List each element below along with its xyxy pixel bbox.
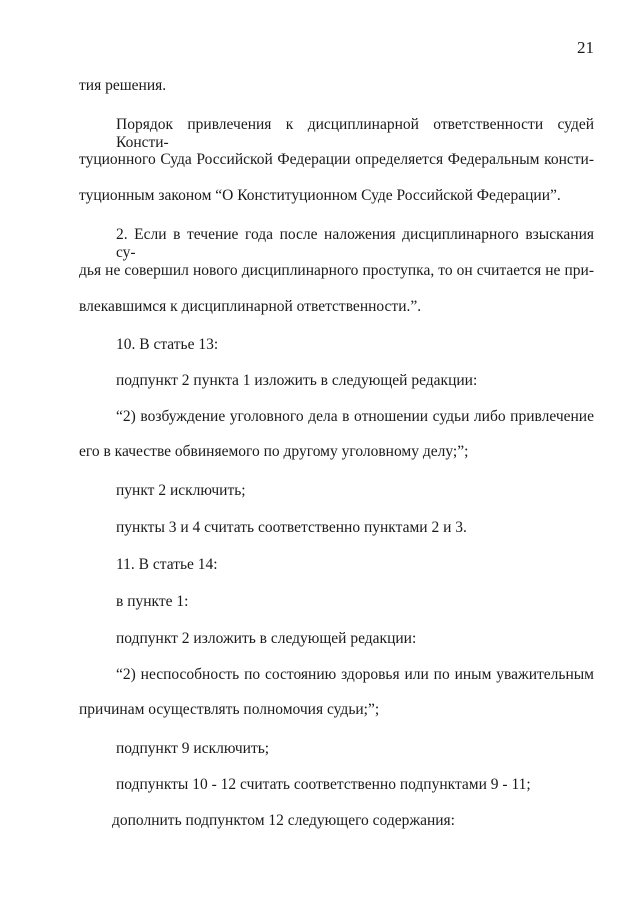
text-line-7: влекавшимся к дисциплинарной ответственности.”. [79, 298, 422, 315]
text-line-15: в пункте 1: [116, 593, 189, 610]
text-line-13: пункты 3 и 4 считать соответственно пунктами 2 и 3. [116, 519, 467, 536]
text-line-5: 2. Если в течение года после наложения дисциплинарного взыскания су- [116, 226, 594, 261]
text-line-16: подпункт 2 изложить в следующей редакции: [116, 630, 417, 647]
text-line-2: Порядок привлечения к дисциплинарной ответственности судей Консти- [116, 116, 594, 151]
text-line-14: 11. В статье 14: [116, 556, 218, 573]
text-line-17: “2) неспособность по состоянию здоровья или по иным уважительным [116, 666, 594, 683]
text-line-9: подпункт 2 пункта 1 изложить в следующей редакции: [116, 372, 478, 389]
text-line-11: его в качестве обвиняемого по другому уголовному делу;”; [79, 443, 469, 460]
text-line-3: туционного Суда Российской Федерации определяется Федеральным консти- [79, 151, 594, 168]
text-line-8: 10. В статье 13: [116, 336, 219, 353]
page-number: 21 [577, 38, 594, 57]
text-line-10: “2) возбуждение уголовного дела в отношении судьи либо привлечение [116, 408, 594, 425]
text-line-20: подпункты 10 - 12 считать соответственно подпунктами 9 - 11; [116, 776, 531, 793]
text-line-6: дья не совершил нового дисциплинарного проступка, то он считается не при- [79, 262, 594, 279]
text-line-1: тия решения. [79, 77, 167, 94]
text-line-19: подпункт 9 исключить; [116, 740, 270, 757]
text-line-18: причинам осуществлять полномочия судьи;”; [79, 701, 380, 718]
text-line-21: дополнить подпунктом 12 следующего содержания: [112, 812, 455, 829]
text-line-12: пункт 2 исключить; [116, 482, 246, 499]
text-line-4: туционным законом “О Конституционном Суде Российской Федерации”. [79, 187, 561, 204]
